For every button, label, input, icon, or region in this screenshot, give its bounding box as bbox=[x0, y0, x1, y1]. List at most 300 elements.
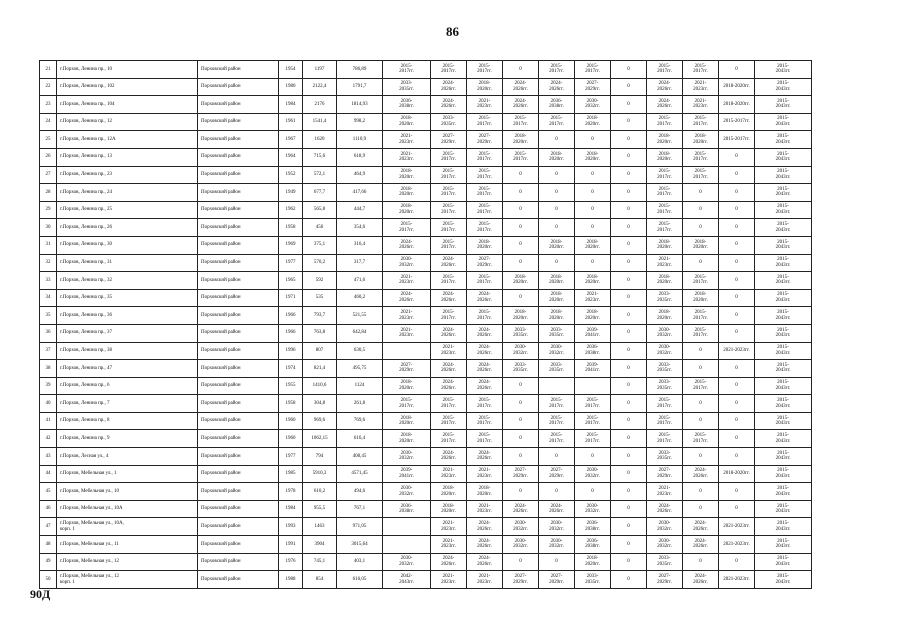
total-area-cell: 955,5 bbox=[303, 500, 337, 518]
living-area-cell: 1110,9 bbox=[337, 131, 383, 149]
period-cell: 2024- 2026гг. bbox=[431, 96, 467, 114]
district-cell: Порховский район bbox=[198, 184, 279, 202]
period-cell: 0 bbox=[539, 201, 575, 219]
period-cell: 0 bbox=[575, 483, 611, 501]
period-cell: 2018-2020гг. bbox=[719, 465, 755, 483]
address-cell: г.Порхов, Ленина пр., 24 bbox=[57, 184, 198, 202]
period-cell: 0 bbox=[539, 553, 575, 571]
year-cell: 1974 bbox=[279, 360, 303, 378]
period-cell: 2018- 2020гг. bbox=[383, 377, 431, 395]
period-cell: 2036- 2038гг. bbox=[575, 518, 611, 536]
row-number-cell: 29 bbox=[40, 201, 57, 219]
period-cell: 2015- 2017гг. bbox=[431, 219, 467, 237]
period-cell: 0 bbox=[503, 483, 539, 501]
year-cell: 1960 bbox=[279, 412, 303, 430]
total-area-cell: 610,2 bbox=[303, 483, 337, 501]
period-cell: 0 bbox=[611, 148, 647, 166]
district-cell: Порховский район bbox=[198, 166, 279, 184]
year-cell: 1984 bbox=[279, 500, 303, 518]
period-cell: 2015- 2017гг. bbox=[647, 412, 683, 430]
period-cell: 2018- 2020гг. bbox=[431, 483, 467, 501]
address-cell: г.Порхов, Ленина пр., 12 bbox=[57, 113, 198, 131]
period-cell: 2021- 2023гг. bbox=[431, 342, 467, 360]
address-cell: г.Порхов, Мебельная ул., 1 bbox=[57, 465, 198, 483]
period-cell: 2033- 2035гг. bbox=[539, 360, 575, 378]
period-cell: 2015- 2017гг. bbox=[683, 61, 719, 79]
period-cell: 2024- 2026гг. bbox=[383, 289, 431, 307]
total-area-cell: 304,8 bbox=[303, 395, 337, 413]
period-cell: 2018- 2020гг. bbox=[383, 166, 431, 184]
period-cell: 2024- 2026гг. bbox=[383, 236, 431, 254]
period-cell: 2015- 2017гг. bbox=[539, 430, 575, 448]
living-area-cell: 618,9 bbox=[337, 148, 383, 166]
period-cell: 2015- 2017гг. bbox=[647, 184, 683, 202]
year-cell: 1952 bbox=[279, 166, 303, 184]
period-cell: 2015- 2043гг. bbox=[755, 78, 812, 96]
period-cell: 2018- 2020гг. bbox=[467, 236, 503, 254]
period-cell: 2015- 2017гг. bbox=[467, 395, 503, 413]
table-row bbox=[40, 254, 869, 272]
period-cell: 2015- 2017гг. bbox=[647, 113, 683, 131]
year-cell: 1971 bbox=[279, 289, 303, 307]
period-cell: 2015- 2017гг. bbox=[647, 201, 683, 219]
period-cell: 2015-2017гг. bbox=[719, 113, 755, 131]
address-cell: г.Порхов, Ленина пр., 7 bbox=[57, 395, 198, 413]
period-cell: 2018- 2020гг. bbox=[431, 500, 467, 518]
district-cell: Порховский район bbox=[198, 377, 279, 395]
period-cell: 2030- 2032гг. bbox=[647, 324, 683, 342]
period-cell: 0 bbox=[503, 430, 539, 448]
period-cell: 0 bbox=[719, 412, 755, 430]
row-number-cell: 23 bbox=[40, 96, 57, 114]
period-cell: 2015- 2043гг. bbox=[755, 61, 812, 79]
district-cell: Порховский район bbox=[198, 536, 279, 554]
year-cell: 1984 bbox=[279, 96, 303, 114]
period-cell: 2015- 2017гг. bbox=[383, 395, 431, 413]
period-cell: 2015- 2017гг. bbox=[683, 324, 719, 342]
total-area-cell: 375,1 bbox=[303, 236, 337, 254]
period-cell: 0 bbox=[503, 61, 539, 79]
address-cell: г.Порхов, Ленина пр., 32 bbox=[57, 272, 198, 290]
period-cell: 2018- 2020гг. bbox=[575, 236, 611, 254]
period-cell: 0 bbox=[539, 166, 575, 184]
period-cell: 2030- 2032гг. bbox=[575, 465, 611, 483]
period-cell: 0 bbox=[575, 448, 611, 466]
period-cell: 2024- 2026гг. bbox=[467, 360, 503, 378]
period-cell: 0 bbox=[575, 219, 611, 237]
year-cell: 1962 bbox=[279, 201, 303, 219]
year-cell: 1976 bbox=[279, 553, 303, 571]
table-row bbox=[40, 483, 869, 501]
period-cell: 0 bbox=[503, 184, 539, 202]
period-cell: 2015- 2043гг. bbox=[755, 272, 812, 290]
year-cell: 1993 bbox=[279, 518, 303, 536]
district-cell: Порховский район bbox=[198, 61, 279, 79]
period-cell: 0 bbox=[611, 377, 647, 395]
address-cell: г.Порхов, Ленина пр., 36 bbox=[57, 307, 198, 325]
period-cell: 2024- 2026гг. bbox=[467, 553, 503, 571]
period-cell: 0 bbox=[683, 201, 719, 219]
living-area-cell: 971,05 bbox=[337, 518, 383, 536]
period-cell: 2024- 2026гг. bbox=[431, 324, 467, 342]
period-cell: 2015- 2017гг. bbox=[503, 148, 539, 166]
period-cell: 0 bbox=[719, 236, 755, 254]
period-cell: 2030- 2032гг. bbox=[575, 500, 611, 518]
period-cell: 0 bbox=[611, 131, 647, 149]
period-cell: 0 bbox=[611, 201, 647, 219]
period-cell: 2018- 2020гг. bbox=[683, 236, 719, 254]
address-cell: г.Порхов, Ленина пр., 104 bbox=[57, 96, 198, 114]
address-cell: г.Порхов, Лесная ул., 4 bbox=[57, 448, 198, 466]
period-cell: 2015- 2043гг. bbox=[755, 307, 812, 325]
year-cell: 1969 bbox=[279, 236, 303, 254]
period-cell: 0 bbox=[719, 184, 755, 202]
period-cell: 2018- 2020гг. bbox=[383, 412, 431, 430]
period-cell: 2015- 2017гг. bbox=[467, 219, 503, 237]
period-cell: 0 bbox=[719, 360, 755, 378]
period-cell: 2036- 2038гг. bbox=[575, 342, 611, 360]
period-cell: 2015- 2017гг. bbox=[467, 307, 503, 325]
period-cell: 2024- 2026гг. bbox=[503, 500, 539, 518]
period-cell: 2039- 2041гг. bbox=[383, 465, 431, 483]
period-cell: 2015- 2017гг. bbox=[467, 113, 503, 131]
period-cell: 2027- 2029гг. bbox=[431, 131, 467, 149]
period-cell bbox=[383, 518, 431, 536]
period-cell: 2039- 2041гг. bbox=[575, 324, 611, 342]
period-cell: 2033- 2035гг. bbox=[431, 113, 467, 131]
row-number-cell: 46 bbox=[40, 500, 57, 518]
table-row bbox=[40, 500, 869, 518]
period-cell: 2024- 2026гг. bbox=[431, 360, 467, 378]
period-cell: 2015- 2017гг. bbox=[431, 236, 467, 254]
district-cell: Порховский район bbox=[198, 113, 279, 131]
row-number-cell: 33 bbox=[40, 272, 57, 290]
period-cell: 2021-2023гг. bbox=[719, 342, 755, 360]
row-number-cell: 30 bbox=[40, 219, 57, 237]
year-cell: 1958 bbox=[279, 219, 303, 237]
period-cell: 2015- 2017гг. bbox=[647, 395, 683, 413]
period-cell: 2015- 2043гг. bbox=[755, 430, 812, 448]
address-cell: г.Порхов, Ленина пр., 30 bbox=[57, 236, 198, 254]
period-cell: 2024- 2026гг. bbox=[431, 289, 467, 307]
period-cell: 2024- 2026гг. bbox=[467, 448, 503, 466]
table-row bbox=[40, 360, 869, 378]
address-cell: г.Порхов, Мебельная ул., 10А, корп. 1 bbox=[57, 518, 198, 536]
total-area-cell: 572,1 bbox=[303, 166, 337, 184]
period-cell: 2027- 2029гг. bbox=[575, 78, 611, 96]
period-cell: 0 bbox=[611, 236, 647, 254]
period-cell: 2027- 2029гг. bbox=[647, 465, 683, 483]
period-cell: 2018- 2020гг. bbox=[575, 113, 611, 131]
period-cell: 2015- 2017гг. bbox=[503, 113, 539, 131]
period-cell: 2015- 2017гг. bbox=[683, 272, 719, 290]
period-cell: 0 bbox=[683, 448, 719, 466]
period-cell: 0 bbox=[611, 483, 647, 501]
table-row bbox=[40, 395, 869, 413]
living-area-cell: 616,4 bbox=[337, 430, 383, 448]
period-cell: 2024- 2026гг. bbox=[683, 571, 719, 589]
period-cell: 2018- 2020гг. bbox=[503, 272, 539, 290]
total-area-cell: 1620 bbox=[303, 131, 337, 149]
total-area-cell: 1062,15 bbox=[303, 430, 337, 448]
living-area-cell: 616,05 bbox=[337, 571, 383, 589]
row-number-cell: 25 bbox=[40, 131, 57, 149]
period-cell: 2024- 2026гг. bbox=[647, 500, 683, 518]
period-cell: 2021- 2023гг. bbox=[467, 500, 503, 518]
living-area-cell: 317,7 bbox=[337, 254, 383, 272]
total-area-cell: 570,2 bbox=[303, 254, 337, 272]
living-area-cell: 4571,45 bbox=[337, 465, 383, 483]
period-cell: 2018- 2020гг. bbox=[539, 236, 575, 254]
period-cell: 0 bbox=[611, 553, 647, 571]
period-cell: 0 bbox=[503, 395, 539, 413]
period-cell: 2015- 2017гг. bbox=[647, 61, 683, 79]
living-area-cell: 767,1 bbox=[337, 500, 383, 518]
row-number-cell: 36 bbox=[40, 324, 57, 342]
period-cell: 2018- 2020гг. bbox=[683, 289, 719, 307]
period-cell: 2015- 2017гг. bbox=[647, 430, 683, 448]
period-cell: 2030- 2032гг. bbox=[383, 448, 431, 466]
period-cell: 2018-2020гг. bbox=[719, 96, 755, 114]
period-cell: 2024- 2026гг. bbox=[647, 78, 683, 96]
period-cell: 2018- 2020гг. bbox=[539, 272, 575, 290]
district-cell: Порховский район bbox=[198, 307, 279, 325]
table-row bbox=[40, 166, 869, 184]
period-cell: 2030- 2032гг. bbox=[503, 342, 539, 360]
period-cell: 2015- 2017гг. bbox=[431, 272, 467, 290]
living-area-cell: 3015,64 bbox=[337, 536, 383, 554]
period-cell: 0 bbox=[611, 448, 647, 466]
row-number-cell: 47 bbox=[40, 518, 57, 536]
period-cell: 2015- 2017гг. bbox=[539, 395, 575, 413]
period-cell: 2033- 2035гг. bbox=[647, 289, 683, 307]
district-cell: Порховский район bbox=[198, 518, 279, 536]
living-area-cell: 261,8 bbox=[337, 395, 383, 413]
period-cell: 2015- 2017гг. bbox=[431, 412, 467, 430]
living-area-cell: 408,45 bbox=[337, 448, 383, 466]
period-cell: 0 bbox=[611, 61, 647, 79]
year-cell: 1965 bbox=[279, 272, 303, 290]
period-cell: 2024- 2026гг. bbox=[467, 536, 503, 554]
total-area-cell: 535 bbox=[303, 289, 337, 307]
period-cell: 0 bbox=[611, 307, 647, 325]
year-cell: 1977 bbox=[279, 448, 303, 466]
table-row bbox=[40, 61, 869, 79]
table-row bbox=[40, 465, 869, 483]
period-cell: 2036- 2038гг. bbox=[383, 96, 431, 114]
period-cell: 0 bbox=[683, 360, 719, 378]
address-cell: г.Порхов, Ленина пр., 37 bbox=[57, 324, 198, 342]
period-cell: 2018- 2020гг. bbox=[575, 307, 611, 325]
period-cell: 2021- 2023гг. bbox=[575, 289, 611, 307]
period-cell: 2018- 2020гг. bbox=[383, 430, 431, 448]
address-cell: г.Порхов, Ленина пр., 10 bbox=[57, 61, 198, 79]
living-area-cell: 998,2 bbox=[337, 113, 383, 131]
year-cell: 1949 bbox=[279, 184, 303, 202]
address-cell: г.Порхов, Ленина пр., 9 bbox=[57, 430, 198, 448]
year-cell: 1991 bbox=[279, 536, 303, 554]
period-cell: 2015- 2043гг. bbox=[755, 131, 812, 149]
period-cell: 2015- 2043гг. bbox=[755, 236, 812, 254]
period-cell: 2024- 2026гг. bbox=[431, 553, 467, 571]
period-cell: 2015- 2043гг. bbox=[755, 254, 812, 272]
table-row bbox=[40, 113, 869, 131]
year-cell: 1980 bbox=[279, 78, 303, 96]
row-number-cell: 28 bbox=[40, 184, 57, 202]
period-cell: 2033- 2035гг. bbox=[539, 324, 575, 342]
period-cell: 2030- 2032гг. bbox=[539, 536, 575, 554]
row-number-cell: 38 bbox=[40, 360, 57, 378]
period-cell: 2021- 2023гг. bbox=[383, 131, 431, 149]
district-cell: Порховский район bbox=[198, 78, 279, 96]
total-area-cell: 969,6 bbox=[303, 412, 337, 430]
period-cell: 2033- 2035гг. bbox=[503, 324, 539, 342]
living-area-cell: 1124 bbox=[337, 377, 383, 395]
period-cell: 0 bbox=[719, 324, 755, 342]
row-number-cell: 31 bbox=[40, 236, 57, 254]
period-cell: 0 bbox=[611, 289, 647, 307]
period-cell bbox=[575, 377, 611, 395]
period-cell: 0 bbox=[611, 412, 647, 430]
total-area-cell: 793,7 bbox=[303, 307, 337, 325]
living-area-cell: 769,6 bbox=[337, 412, 383, 430]
table-row bbox=[40, 148, 869, 166]
living-area-cell: 444,7 bbox=[337, 201, 383, 219]
row-number-cell: 21 bbox=[40, 61, 57, 79]
period-cell: 2015- 2017гг. bbox=[431, 184, 467, 202]
period-cell: 2027- 2029гг. bbox=[539, 571, 575, 589]
period-cell: 0 bbox=[611, 536, 647, 554]
period-cell: 2015- 2017гг. bbox=[539, 113, 575, 131]
period-cell: 0 bbox=[503, 201, 539, 219]
period-cell: 2021- 2023гг. bbox=[383, 324, 431, 342]
period-cell: 0 bbox=[539, 448, 575, 466]
period-cell: 2030- 2032гг. bbox=[647, 536, 683, 554]
district-cell: Порховский район bbox=[198, 553, 279, 571]
living-area-cell: 786,89 bbox=[337, 61, 383, 79]
row-number-cell: 32 bbox=[40, 254, 57, 272]
table-row bbox=[40, 342, 869, 360]
total-area-cell: 456 bbox=[303, 219, 337, 237]
period-cell: 0 bbox=[503, 412, 539, 430]
period-cell: 0 bbox=[611, 518, 647, 536]
row-number-cell: 26 bbox=[40, 148, 57, 166]
period-cell: 2024- 2026гг. bbox=[467, 377, 503, 395]
row-number-cell: 41 bbox=[40, 412, 57, 430]
total-area-cell: 821,4 bbox=[303, 360, 337, 378]
district-cell: Порховский район bbox=[198, 360, 279, 378]
period-cell: 2027- 2029гг. bbox=[503, 571, 539, 589]
period-cell: 2018- 2020гг. bbox=[467, 78, 503, 96]
period-cell: 2027- 2029гг. bbox=[539, 465, 575, 483]
period-cell: 2015- 2043гг. bbox=[755, 448, 812, 466]
address-cell: г.Порхов, Мебельная ул., 11 bbox=[57, 536, 198, 554]
total-area-cell: 1197 bbox=[303, 61, 337, 79]
period-cell: 2015- 2017гг. bbox=[647, 219, 683, 237]
district-cell: Порховский район bbox=[198, 324, 279, 342]
period-cell: 0 bbox=[719, 430, 755, 448]
period-cell: 2021- 2023гг. bbox=[467, 96, 503, 114]
period-cell: 2021- 2023гг. bbox=[467, 465, 503, 483]
period-cell: 0 bbox=[575, 166, 611, 184]
period-cell: 2033- 2035гг. bbox=[647, 553, 683, 571]
period-cell: 2015- 2017гг. bbox=[575, 412, 611, 430]
district-cell: Порховский район bbox=[198, 430, 279, 448]
living-area-cell: 494,6 bbox=[337, 483, 383, 501]
living-area-cell: 521,55 bbox=[337, 307, 383, 325]
period-cell: 2015- 2043гг. bbox=[755, 148, 812, 166]
district-cell: Порховский район bbox=[198, 236, 279, 254]
period-cell: 2030- 2032гг. bbox=[647, 342, 683, 360]
district-cell: Порховский район bbox=[198, 131, 279, 149]
period-cell: 2015- 2017гг. bbox=[431, 148, 467, 166]
address-cell: г.Порхов, Ленина пр., 31 bbox=[57, 254, 198, 272]
year-cell: 1996 bbox=[279, 342, 303, 360]
period-cell: 0 bbox=[719, 307, 755, 325]
period-cell: 0 bbox=[683, 342, 719, 360]
period-cell: 2018- 2020гг. bbox=[647, 236, 683, 254]
table-row bbox=[40, 201, 869, 219]
period-cell: 2030- 2032гг. bbox=[383, 254, 431, 272]
period-cell: 2030- 2032гг. bbox=[503, 536, 539, 554]
year-cell: 1955 bbox=[279, 377, 303, 395]
period-cell: 2015- 2017гг. bbox=[467, 412, 503, 430]
period-cell: 0 bbox=[611, 465, 647, 483]
period-cell: 2015- 2017гг. bbox=[467, 430, 503, 448]
address-cell: г.Порхов, Ленина пр., 8 bbox=[57, 412, 198, 430]
total-area-cell: 763,8 bbox=[303, 324, 337, 342]
living-area-cell: 495,75 bbox=[337, 360, 383, 378]
period-cell: 2024- 2026гг. bbox=[467, 289, 503, 307]
period-cell: 2036- 2038гг. bbox=[575, 536, 611, 554]
period-cell: 2027- 2029гг. bbox=[647, 571, 683, 589]
district-cell: Порховский район bbox=[198, 148, 279, 166]
period-cell: 0 bbox=[611, 500, 647, 518]
period-cell: 2015- 2043гг. bbox=[755, 553, 812, 571]
housing-register-table bbox=[39, 60, 869, 589]
period-cell: 2024- 2026гг. bbox=[431, 78, 467, 96]
total-area-cell: 2176 bbox=[303, 96, 337, 114]
period-cell: 0 bbox=[719, 254, 755, 272]
period-cell: 2018-2020гг. bbox=[719, 78, 755, 96]
period-cell: 2015- 2017гг. bbox=[467, 148, 503, 166]
period-cell: 0 bbox=[719, 166, 755, 184]
total-area-cell: 2122,4 bbox=[303, 78, 337, 96]
period-cell: 2015- 2043гг. bbox=[755, 219, 812, 237]
period-cell: 2015- 2043гг. bbox=[755, 412, 812, 430]
period-cell: 0 bbox=[719, 377, 755, 395]
period-cell: 0 bbox=[539, 184, 575, 202]
period-cell: 2015- 2043гг. bbox=[755, 465, 812, 483]
table-row bbox=[40, 377, 869, 395]
period-cell: 2021- 2023гг. bbox=[683, 96, 719, 114]
address-cell: г.Порхов, Ленина пр., 23 bbox=[57, 166, 198, 184]
period-cell: 2018- 2020гг. bbox=[575, 272, 611, 290]
period-cell: 2015- 2017гг. bbox=[467, 272, 503, 290]
period-cell: 2015- 2017гг. bbox=[383, 61, 431, 79]
period-cell: 2018- 2020гг. bbox=[383, 201, 431, 219]
period-cell: 2033- 2035гг. bbox=[575, 571, 611, 589]
period-cell: 2024- 2026гг. bbox=[539, 78, 575, 96]
row-number-cell: 35 bbox=[40, 307, 57, 325]
district-cell: Порховский район bbox=[198, 483, 279, 501]
total-area-cell: 1410,6 bbox=[303, 377, 337, 395]
period-cell: 2015- 2017гг. bbox=[431, 430, 467, 448]
district-cell: Порховский район bbox=[198, 395, 279, 413]
period-cell: 0 bbox=[611, 219, 647, 237]
period-cell: 0 bbox=[719, 289, 755, 307]
living-area-cell: 403,1 bbox=[337, 553, 383, 571]
